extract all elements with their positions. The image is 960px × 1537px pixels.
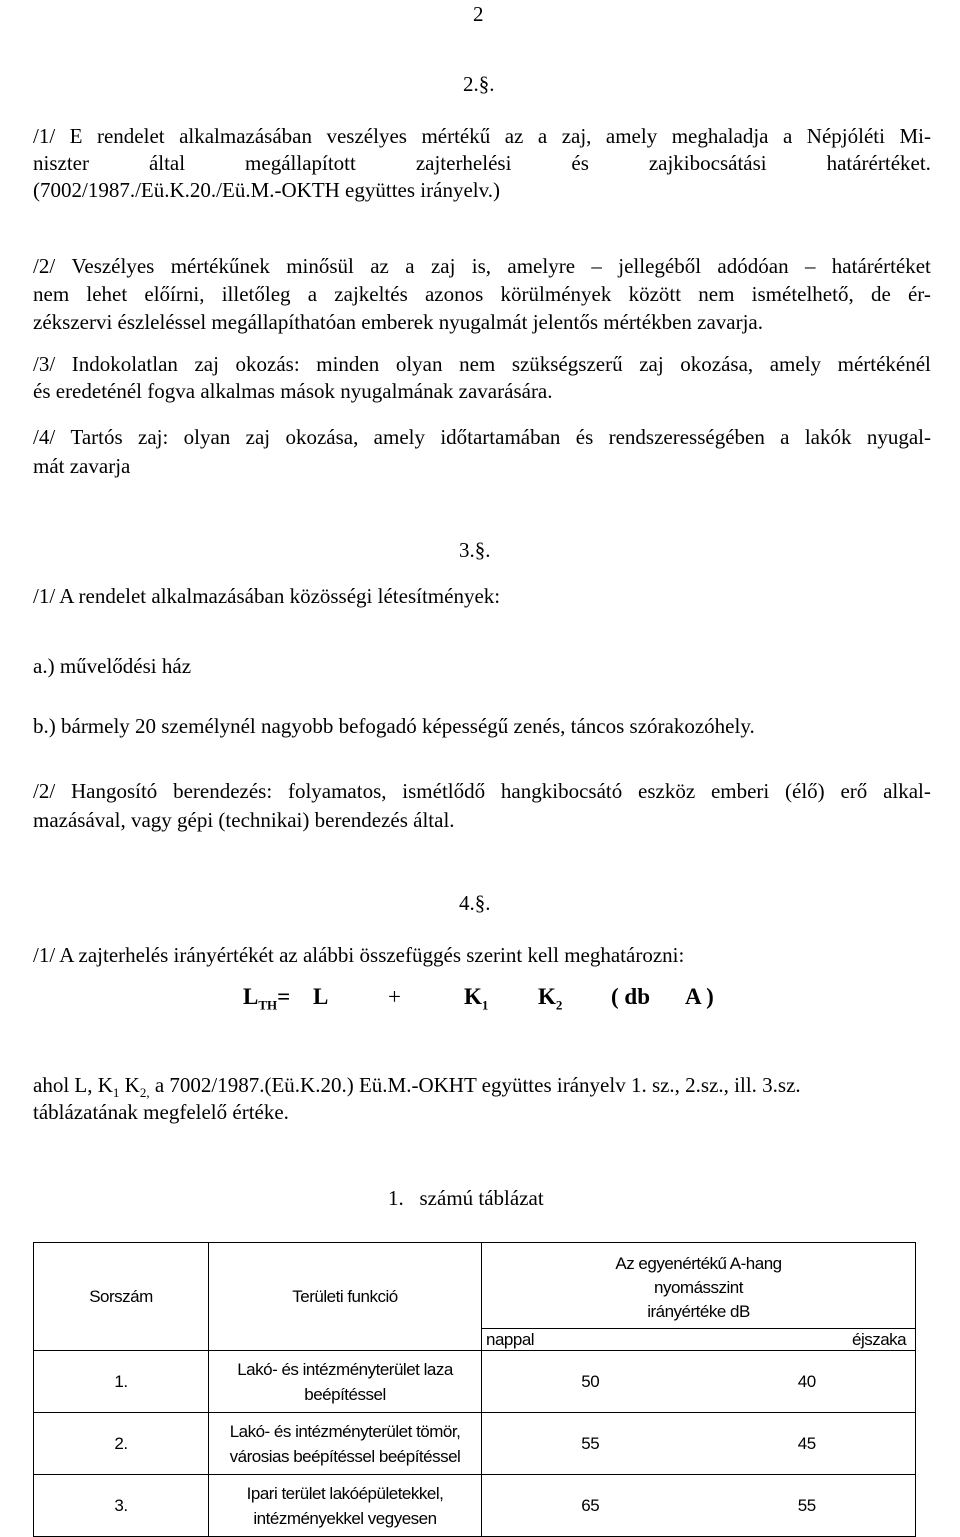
word: nem (698, 282, 735, 306)
word: okozása, (680, 352, 754, 376)
word: folyamatos, (287, 779, 387, 803)
word: emberi (710, 779, 770, 803)
word: Veszélyes (71, 254, 155, 278)
word: határértéket (831, 254, 931, 278)
word: szükségszerű (511, 352, 623, 376)
word: zaj (430, 254, 456, 278)
s2-p3-line2: és eredeténél fogva alkalmas mások nyugalmának zavarására. (33, 379, 553, 403)
word: előírni, (144, 282, 205, 306)
word: és (575, 425, 594, 449)
word: lehet (86, 282, 128, 306)
word: mértékű (421, 124, 491, 148)
word: nem (459, 352, 496, 376)
word: – (804, 254, 816, 278)
s3-item-a: a.) művelődési ház (33, 654, 192, 678)
word: az (504, 124, 524, 148)
formula-l: L (313, 984, 329, 1009)
word: eszköz (638, 779, 696, 803)
word: zaj (245, 425, 271, 449)
word: időtartamában (440, 425, 561, 449)
word: Mi- (899, 124, 931, 148)
word: (élő) (785, 779, 825, 803)
word: a (780, 425, 790, 449)
word: erő (840, 779, 868, 803)
word: adódóan (717, 254, 789, 278)
table-title: 1. számú táblázat (388, 1186, 544, 1210)
word: niszter (33, 151, 89, 175)
cell-num: 2. (34, 1413, 209, 1475)
word: veszélyes (326, 124, 407, 148)
word: amelyre (507, 254, 576, 278)
table-row (34, 1351, 916, 1413)
formula-plus: + (388, 984, 401, 1009)
word: olyan (183, 425, 231, 449)
word: által (148, 151, 186, 175)
s2-p3-line1 (33, 351, 931, 377)
formula-a: A ) (685, 984, 714, 1009)
word: amely (605, 124, 658, 148)
formula-k2: $K_2$ (538, 984, 563, 1013)
word: ismétlődő (402, 779, 486, 803)
word: berendezés: (173, 779, 273, 803)
th-ejszaka: éjszaka (704, 1329, 916, 1351)
word: olyan (395, 352, 443, 376)
word: okozása, (285, 425, 359, 449)
s2-p1-line2 (33, 150, 931, 176)
s3-item-b: b.) bármely 20 személynél nagyobb befogadó képességű zenés, táncos szórakozóhely. (33, 714, 755, 738)
word: megállapított (245, 151, 356, 175)
cell-values: 50 40 (482, 1351, 916, 1413)
cell-func: Lakó- és intézményterület tömör, városias beépítéssel beépítéssel (209, 1413, 482, 1475)
s3-p1: /1/ A rendelet alkalmazásában közösségi létesítmények: (33, 584, 501, 608)
word: minden (316, 352, 380, 376)
word: között (628, 282, 682, 306)
cell-values: 65 55 (482, 1475, 916, 1537)
th-sorszam: Sorszám (34, 1243, 209, 1351)
word: Indokolatlan (71, 352, 178, 376)
word: mértékénél (837, 352, 931, 376)
word: /1/ (33, 124, 56, 148)
word: /4/ (33, 425, 56, 449)
word: a (782, 124, 793, 148)
page-number: 2 (473, 2, 484, 26)
word: E (69, 124, 83, 148)
formula-k1: $K_1$ (464, 984, 489, 1013)
s2-p1-line3: (7002/1987./Eü.K.20./Eü.M.-OKTH együttes irányelv.) (33, 178, 500, 202)
cell-num: 3. (34, 1475, 209, 1537)
word: az (370, 254, 389, 278)
s3-p2-line1 (33, 778, 931, 804)
word: körülmények (500, 282, 612, 306)
word: mértékűnek (170, 254, 270, 278)
word: ér- (907, 282, 931, 306)
cell-num: 1. (34, 1351, 209, 1413)
section-2-heading: 2.§. (463, 72, 495, 96)
word: Hangosító (70, 779, 158, 803)
word: minősül (286, 254, 354, 278)
word: határértéket. (826, 151, 931, 175)
word: zajkibocsátási (648, 151, 767, 175)
word: jellegéből (618, 254, 702, 278)
s2-p2-line3: zékszervi észleléssel megállapíthatóan emberek nyugalmát jelentős mértékben zavarja. (33, 310, 764, 334)
cell-func: Lakó- és intézményterület laza beépítéssel (209, 1351, 482, 1413)
cell-values: 55 45 (482, 1413, 916, 1475)
word: hangkibocsátó (500, 779, 623, 803)
table-row (34, 1475, 916, 1537)
s2-p2-line1 (33, 253, 931, 279)
word: de (870, 282, 891, 306)
s4-note-line1: ahol L, $K_1$ $K_{2,}$ a 7002/1987.(Eü.K.20.) Eü.M.-OKHT együttes irányelv 1. sz., 2.sz., ill. 3.sz. (33, 1073, 801, 1101)
word: azonos (424, 282, 484, 306)
word: rendszerességében (608, 425, 765, 449)
formula-lth: $L_{TH}=$ (243, 984, 291, 1013)
word: alkalmazásában (179, 124, 312, 148)
word: Tartós (70, 425, 123, 449)
word: /2/ (33, 254, 56, 278)
word: zajkeltés (334, 282, 408, 306)
s2-p1-line1 (33, 123, 931, 149)
s2-p4-line2: mát zavarja (33, 454, 131, 478)
section-4-heading: 4.§. (459, 891, 491, 915)
th-funkcio: Területi funkció (209, 1243, 482, 1351)
word: zaj (194, 352, 219, 376)
word: is, (471, 254, 492, 278)
word: rendelet (96, 124, 165, 148)
word: a (537, 124, 548, 148)
word: zaj: (138, 425, 169, 449)
word: Népjóléti (806, 124, 885, 148)
word: zaj (639, 352, 664, 376)
section-3-heading: 3.§. (459, 538, 491, 562)
word: okozás: (235, 352, 300, 376)
word: amely (373, 425, 425, 449)
word: a (405, 254, 415, 278)
word: zaj, (561, 124, 592, 148)
word: alkal- (883, 779, 931, 803)
s2-p2-line2 (33, 281, 931, 307)
th-nappal: nappal (482, 1329, 705, 1351)
word: /3/ (33, 352, 56, 376)
noise-limit-table (33, 1242, 916, 1537)
word: ismételhető, (751, 282, 854, 306)
word: meghaladja (671, 124, 769, 148)
cell-func: Ipari terület lakóépületekkel, intézményekkel vegyesen (209, 1475, 482, 1537)
s4-note-line2: táblázatának megfelelő értéke. (33, 1100, 289, 1124)
word: nem (33, 282, 70, 306)
formula-unit: ( db (611, 984, 650, 1009)
word: /2/ (33, 779, 56, 803)
word: zajterhelési (415, 151, 512, 175)
s2-p4-line1 (33, 424, 931, 450)
word: és (571, 151, 589, 175)
word: lakók (804, 425, 852, 449)
s3-p2-line2: mazásával, vagy gépi (technikai) berendezés által. (33, 808, 455, 832)
word: amely (769, 352, 822, 376)
table-row (34, 1413, 916, 1475)
word: nyugal- (866, 425, 931, 449)
word: a (307, 282, 318, 306)
word: – (591, 254, 602, 278)
word: illetőleg (221, 282, 291, 306)
th-ertek: Az egyenértékű A-hang nyomásszint irányértéke dB (482, 1243, 916, 1329)
s4-p1: /1/ A zajterhelés irányértékét az alábbi összefüggés szerint kell meghatározni: (33, 943, 685, 967)
